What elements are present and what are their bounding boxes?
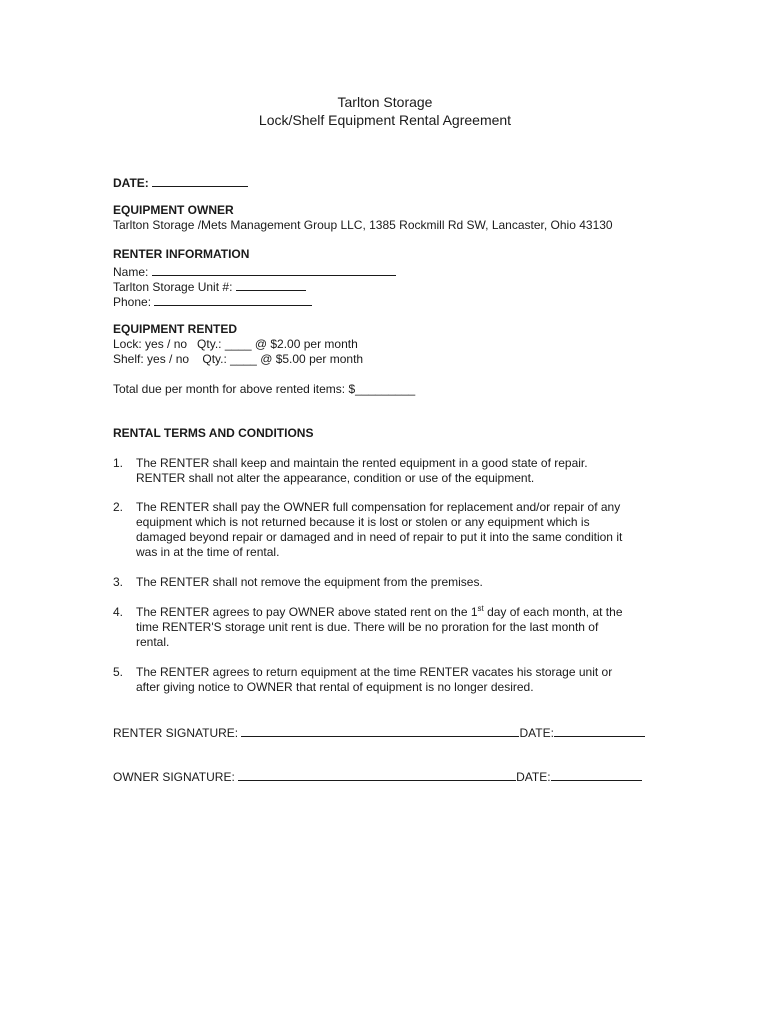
lock-line: Lock: yes / no Qty.: ____ @ $2.00 per month [113, 337, 358, 351]
total-due-line: Total due per month for above rented items: $_________ [113, 382, 416, 396]
term-4-line-1-before: The RENTER agrees to pay OWNER above stated rent on the 1 [136, 605, 478, 619]
term-4-number: 4. [113, 605, 124, 619]
term-1-line-1: The RENTER shall keep and maintain the rented equipment in a good state of repair. [136, 456, 588, 470]
term-3-text [136, 575, 656, 590]
renter-signature-label: RENTER SIGNATURE: [113, 726, 239, 740]
term-5-line-2: after giving notice to OWNER that rental of equipment is no longer desired. [136, 680, 534, 694]
owner-signature-label: OWNER SIGNATURE: [113, 770, 235, 784]
owner-details: Tarlton Storage /Mets Management Group LLC, 1385 Rockmill Rd SW, Lancaster, Ohio 43130 [113, 218, 613, 232]
term-1-number: 1. [113, 456, 124, 470]
term-4-ordinal-suffix: st [477, 604, 484, 613]
term-1-text [136, 456, 656, 486]
term-4-line-3: rental. [136, 635, 170, 649]
term-2-text [136, 500, 656, 560]
renter-date-label: DATE: [519, 726, 554, 740]
renter-signature-row [113, 724, 645, 741]
term-2-line-2: equipment which is not returned because it is lost or stolen or any equipment which is [136, 515, 590, 529]
term-5-number: 5. [113, 665, 124, 679]
date-label: DATE: [113, 176, 149, 190]
renter-unit-blank[interactable] [236, 278, 306, 291]
shelf-line: Shelf: yes / no Qty.: ____ @ $5.00 per month [113, 352, 364, 366]
renter-name-blank[interactable] [152, 263, 396, 276]
company-name: Tarlton Storage [337, 94, 433, 110]
renter-date-blank[interactable] [554, 724, 645, 737]
term-5-line-1: The RENTER agrees to return equipment at the time RENTER vacates his storage unit or [136, 665, 613, 679]
term-3-line-1: The RENTER shall not remove the equipment from the premises. [136, 575, 483, 589]
term-5-text [136, 665, 656, 695]
term-4-text [136, 605, 656, 650]
term-2-line-1: The RENTER shall pay the OWNER full compensation for replacement and/or repair of any [136, 500, 621, 514]
owner-signature-blank[interactable] [238, 768, 516, 781]
term-2-line-3: damaged beyond repair or damaged and in need of repair to put it into the same condition it [136, 530, 623, 544]
owner-date-label: DATE: [516, 770, 551, 784]
owner-date-blank[interactable] [551, 768, 642, 781]
term-3-number: 3. [113, 575, 124, 589]
date-blank[interactable] [152, 174, 248, 187]
renter-name-label: Name: [113, 265, 149, 279]
renter-unit-label: Tarlton Storage Unit #: [113, 280, 233, 294]
term-1-line-2: RENTER shall not alter the appearance, condition or use of the equipment. [136, 471, 535, 485]
renter-phone-label: Phone: [113, 295, 152, 309]
renter-phone-blank[interactable] [154, 293, 312, 306]
owner-signature-row [113, 768, 642, 785]
date-field [113, 174, 248, 191]
renter-heading: RENTER INFORMATION [113, 247, 250, 261]
renter-phone-field [113, 293, 312, 310]
owner-heading: EQUIPMENT OWNER [113, 203, 234, 217]
term-2-number: 2. [113, 500, 124, 514]
term-4-line-1-after: day of each month, at the [483, 605, 623, 619]
terms-heading: RENTAL TERMS AND CONDITIONS [113, 426, 314, 440]
term-2-line-4: was in at the time of rental. [136, 545, 280, 559]
term-4-line-1 [136, 605, 656, 620]
equipment-heading: EQUIPMENT RENTED [113, 322, 238, 336]
renter-signature-blank[interactable] [241, 724, 519, 737]
term-4-line-2: time RENTER'S storage unit rent is due. There will be no proration for the last month of [136, 620, 599, 634]
document-title: Lock/Shelf Equipment Rental Agreement [258, 112, 512, 128]
